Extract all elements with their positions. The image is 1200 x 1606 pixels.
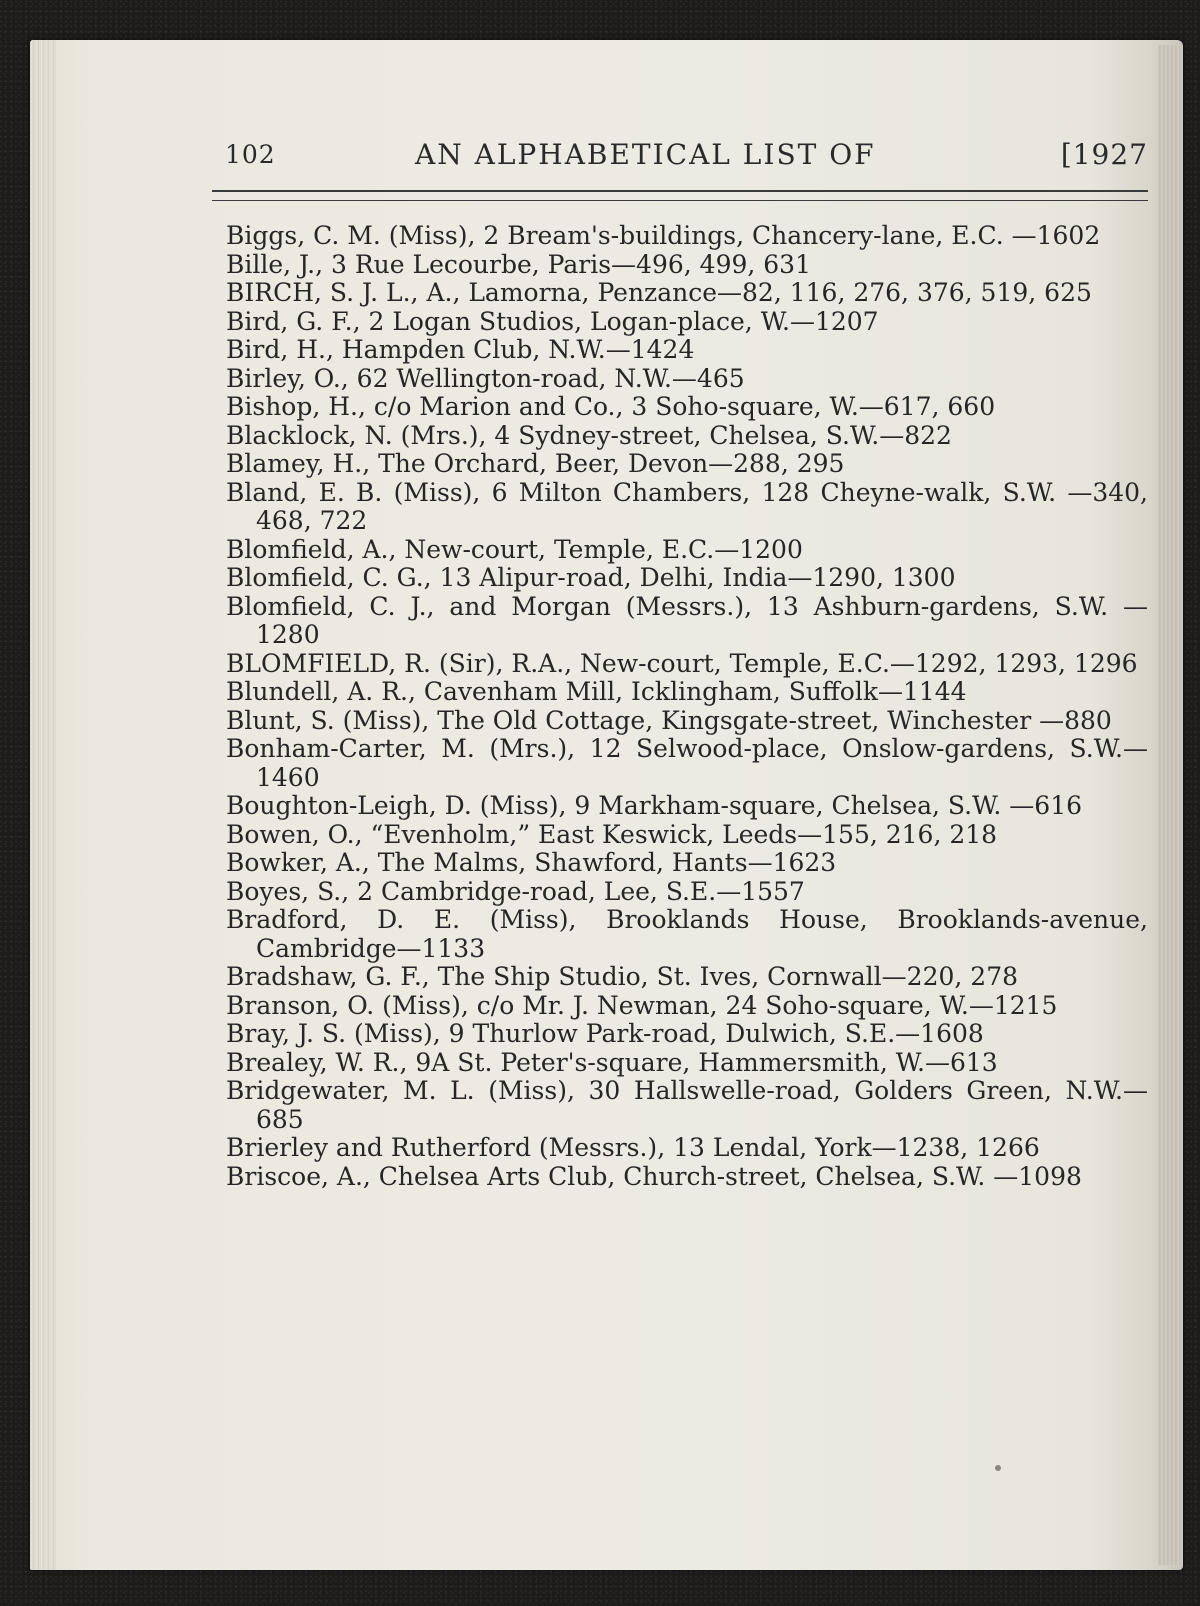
- list-item: Bowen, O., “Evenholm,” East Keswick, Leeds—155, 216, 218: [226, 819, 998, 849]
- page-stack-left-edge: [30, 40, 56, 1570]
- list-item: Bland, E. B. (Miss), 6 Milton Chambers, 128 Cheyne-walk, S.W. —340, 468, 722: [226, 477, 1148, 535]
- page-title: AN ALPHABETICAL LIST OF: [415, 138, 876, 171]
- list-item: Bille, J., 3 Rue Lecourbe, Paris—496, 499, 631: [226, 249, 811, 279]
- list-item: Boughton-Leigh, D. (Miss), 9 Markham-square, Chelsea, S.W. —616: [226, 791, 1083, 820]
- page-stack-right-edge: [1158, 45, 1180, 1565]
- list-item: Blomfield, C. J., and Morgan (Messrs.), 13 Ashburn-gardens, S.W. —1280: [226, 591, 1148, 649]
- list-item: BIRCH, S. J. L., A., Lamorna, Penzance—82, 116, 276, 376, 519, 625: [226, 278, 1092, 307]
- list-item: Briscoe, A., Chelsea Arts Club, Church-street, Chelsea, S.W. —1098: [226, 1161, 1082, 1191]
- list-item: Bradford, D. E. (Miss), Brooklands House, Brooklands-avenue, Cambridge—1133: [226, 905, 1148, 963]
- list-item: Biggs, C. M. (Miss), 2 Bream's-buildings, Chancery-lane, E.C. —1602: [226, 221, 1101, 250]
- page-number: 102: [225, 140, 276, 169]
- list-item: Blomfield, C. G., 13 Alipur-road, Delhi, India—1290, 1300: [226, 563, 956, 592]
- list-item: Blundell, A. R., Cavenham Mill, Icklingham, Suffolk—1144: [226, 677, 967, 706]
- year-label: [1927: [1060, 138, 1148, 171]
- running-header: [220, 138, 1148, 178]
- entry-list: [226, 222, 1148, 1191]
- list-item: Blacklock, N. (Mrs.), 4 Sydney-street, Chelsea, S.W.—822: [226, 420, 952, 450]
- list-item: Bradshaw, G. F., The Ship Studio, St. Ives, Cornwall—220, 278: [226, 962, 1019, 991]
- list-item: Bird, G. F., 2 Logan Studios, Logan-place, W.—1207: [226, 306, 879, 336]
- list-item: Blunt, S. (Miss), The Old Cottage, Kingsgate-street, Winchester —880: [226, 705, 1112, 735]
- list-item: Bridgewater, M. L. (Miss), 30 Hallswelle-road, Golders Green, N.W.—685: [226, 1076, 1148, 1134]
- list-item: Blomfield, A., New-court, Temple, E.C.—1200: [226, 534, 803, 564]
- list-item: Boyes, S., 2 Cambridge-road, Lee, S.E.—1557: [226, 876, 805, 906]
- list-item: Bishop, H., c/o Marion and Co., 3 Soho-square, W.—617, 660: [226, 392, 996, 421]
- list-item: Bowker, A., The Malms, Shawford, Hants—1623: [226, 848, 837, 877]
- list-item: Brierley and Rutherford (Messrs.), 13 Lendal, York—1238, 1266: [226, 1133, 1040, 1162]
- list-item: Blamey, H., The Orchard, Beer, Devon—288, 295: [226, 449, 845, 478]
- list-item: BLOMFIELD, R. (Sir), R.A., New-court, Temple, E.C.—1292, 1293, 1296: [226, 648, 1138, 678]
- list-item: Bray, J. S. (Miss), 9 Thurlow Park-road, Dulwich, S.E.—1608: [226, 1019, 984, 1048]
- list-item: Birley, O., 62 Wellington-road, N.W.—465: [226, 363, 745, 393]
- list-item: Brealey, W. R., 9A St. Peter's-square, Hammersmith, W.—613: [226, 1047, 998, 1077]
- list-item: Bird, H., Hampden Club, N.W.—1424: [226, 335, 695, 364]
- ink-speck: [995, 1465, 1001, 1471]
- list-item: Branson, O. (Miss), c/o Mr. J. Newman, 24 Soho-square, W.—1215: [226, 990, 1058, 1020]
- header-rule: [212, 190, 1148, 201]
- list-item: Bonham-Carter, M. (Mrs.), 12 Selwood-place, Onslow-gardens, S.W.—1460: [226, 734, 1148, 792]
